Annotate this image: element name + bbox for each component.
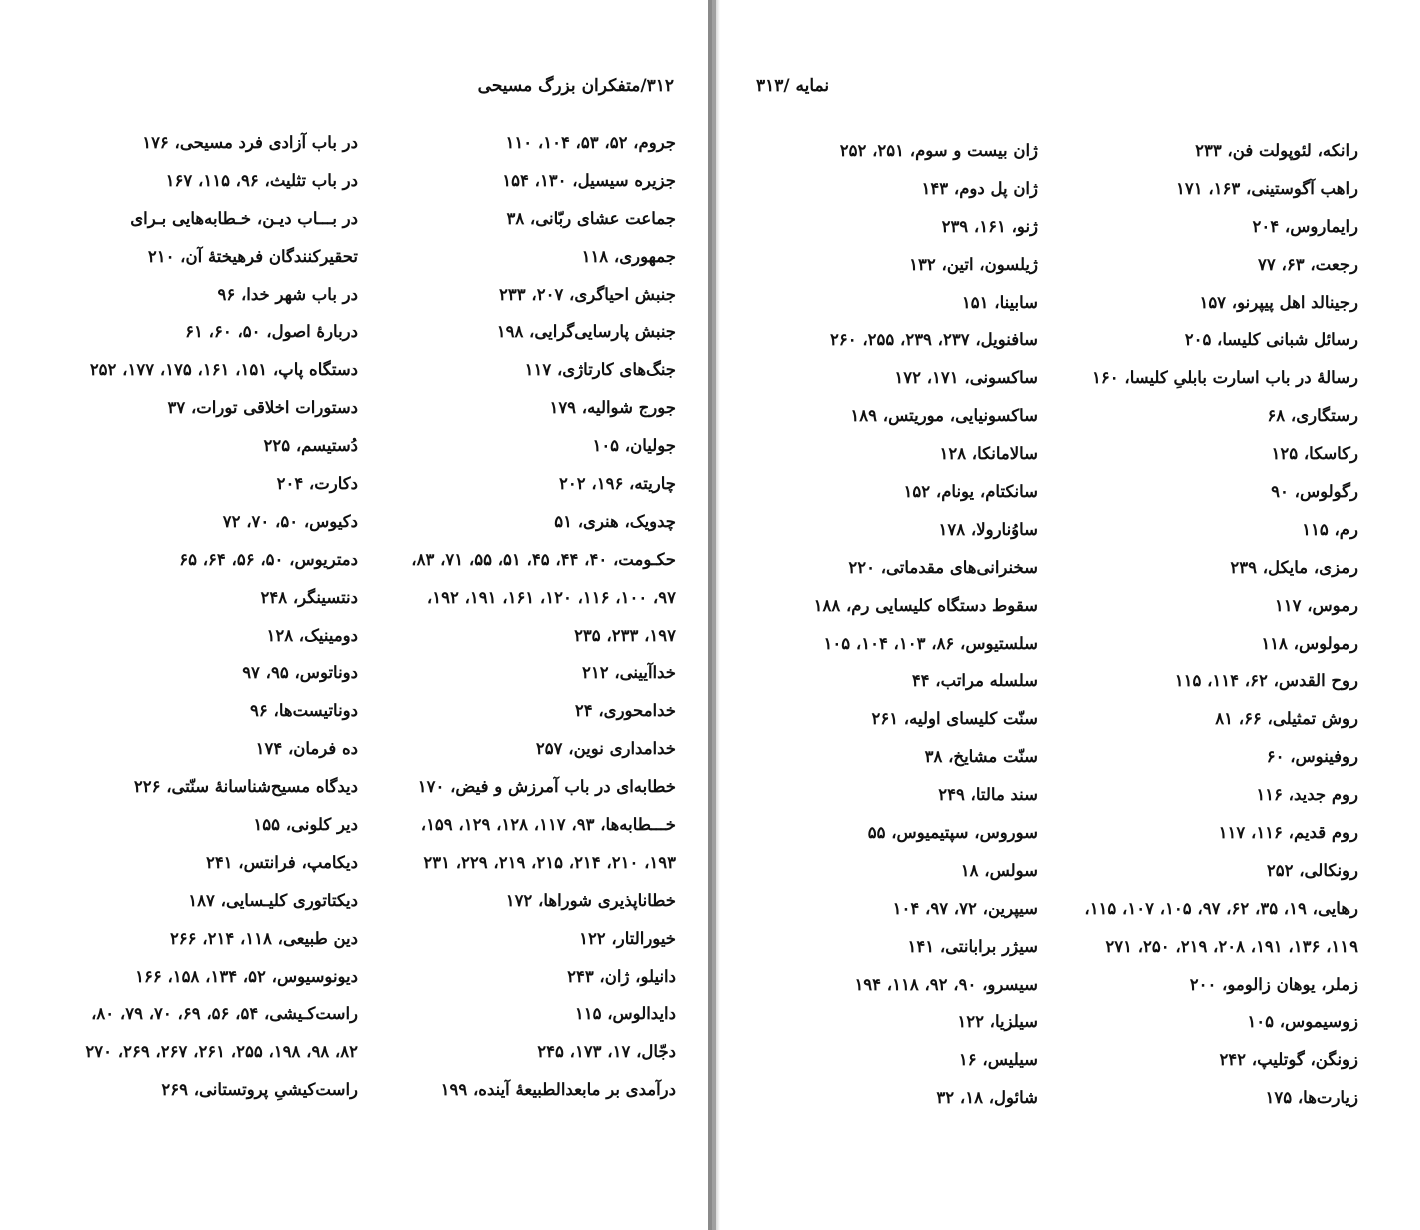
index-entry: زونگن، گوتلیپ، ۲۴۲ xyxy=(1219,1050,1358,1070)
index-entry: دیکامپ، فرانتس، ۲۴۱ xyxy=(205,852,358,872)
index-entry: رمولوس، ۱۱۸ xyxy=(1261,633,1358,653)
index-entry: دربارهٔ اصول، ۵۰، ۶۰، ۶۱ xyxy=(185,322,358,342)
index-entry: در بـــاب دیـن، خـطابه‌هایی بـرای xyxy=(130,208,358,228)
index-entry: خداآیینی، ۲۱۲ xyxy=(582,663,676,683)
index-entry: سیلزیا، ۱۲۲ xyxy=(957,1012,1038,1032)
index-entry: رانکه، لئوپولت فن، ۲۳۳ xyxy=(1195,141,1358,160)
index-entry: حکـومت، ۴۰، ۴۴، ۴۵، ۵۱، ۵۵، ۷۱، ۸۳، xyxy=(411,549,676,569)
index-entry: سالامانکا، ۱۲۸ xyxy=(939,444,1038,464)
index-entry: رهایی، ۱۹، ۳۵، ۶۲، ۹۷، ۱۰۵، ۱۰۷، ۱۱۵، xyxy=(1084,898,1358,918)
index-entry: دُستیسم، ۲۲۵ xyxy=(263,436,358,456)
index-entry: سولس، ۱۸ xyxy=(960,860,1038,880)
index-entry: سیسرو، ۹۰، ۹۲، ۱۱۸، ۱۹۴ xyxy=(854,974,1038,994)
index-entry: ۹۷، ۱۰۰، ۱۱۶، ۱۲۰، ۱۶۱، ۱۹۱، ۱۹۲، xyxy=(426,587,676,607)
index-entry: چاریته، ۱۹۶، ۲۰۲ xyxy=(559,474,676,494)
index-entry: چدویک، هنری، ۵۱ xyxy=(554,511,676,531)
right-page-index-column-left xyxy=(738,132,1038,1117)
index-entry: دکارت، ۲۰۴ xyxy=(276,474,358,494)
index-entry: روم جدید، ۱۱۶ xyxy=(1256,785,1358,805)
index-entry: ژنو، ۱۶۱، ۲۳۹ xyxy=(941,216,1038,236)
index-entry: رمزی، مایکل، ۲۳۹ xyxy=(1230,557,1358,577)
index-entry: دستگاه پاپ، ۱۵۱، ۱۶۱، ۱۷۵، ۱۷۷، ۲۵۲ xyxy=(89,360,358,380)
index-entry: سوروس، سپتیمیوس، ۵۵ xyxy=(867,823,1038,843)
index-entry: سیلیس، ۱۶ xyxy=(958,1050,1038,1070)
index-entry: جروم، ۵۲، ۵۳، ۱۰۴، ۱۱۰ xyxy=(505,133,676,152)
index-entry: ساکسونی، ۱۷۱، ۱۷۲ xyxy=(894,368,1038,388)
index-entry: در باب آزادی فرد مسیحی، ۱۷۶ xyxy=(142,133,358,152)
left-page-index-column-left xyxy=(58,124,358,1109)
index-entry: جمهوری، ۱۱۸ xyxy=(581,246,676,266)
index-entry: رجینالد اهل پیپرنو، ۱۵۷ xyxy=(1199,292,1358,312)
index-entry: سخنرانی‌های مقدماتی، ۲۲۰ xyxy=(848,557,1038,577)
index-entry: خطاناپذیری شوراها، ۱۷۲ xyxy=(505,890,676,910)
index-entry: سنّت کلیسای اولیه، ۲۶۱ xyxy=(871,709,1038,729)
index-entry: زیارت‌ها، ۱۷۵ xyxy=(1265,1088,1358,1108)
index-entry: خدامداری نوین، ۲۵۷ xyxy=(535,739,676,759)
index-entry: دیدگاه مسیح‌شناسانهٔ سنّتی، ۲۲۶ xyxy=(133,777,358,797)
index-entry: ژان پل دوم، ۱۴۳ xyxy=(921,178,1038,198)
index-entry: زملر، یوهان زالومو، ۲۰۰ xyxy=(1189,974,1358,994)
index-entry: دومینیک، ۱۲۸ xyxy=(266,625,358,645)
index-entry: شائول، ۱۸، ۳۲ xyxy=(936,1088,1038,1108)
index-entry: سلسله مراتب، ۴۴ xyxy=(911,671,1038,691)
index-entry: رم، ۱۱۵ xyxy=(1302,519,1358,539)
index-entry: روح القدس، ۶۲، ۱۱۴، ۱۱۵ xyxy=(1174,671,1358,691)
index-entry: خدامحوری، ۲۴ xyxy=(574,701,676,721)
index-entry: ساکسونیایی، موریتس، ۱۸۹ xyxy=(850,406,1038,426)
index-entry: دایدالوس، ۱۱۵ xyxy=(574,1004,676,1024)
index-entry: جزیره سیسیل، ۱۳۰، ۱۵۴ xyxy=(502,170,676,190)
left-page-header: ۳۱۲/متفکران بزرگ مسیحی xyxy=(477,76,674,96)
index-entry: راست‌کـیشی، ۵۴، ۵۶، ۶۹، ۷۰، ۷۹، ۸۰، xyxy=(91,1004,358,1024)
index-entry: رموس، ۱۱۷ xyxy=(1274,595,1358,615)
index-entry: راهب آگوستینی، ۱۶۳، ۱۷۱ xyxy=(1175,178,1358,198)
index-entry: خیورالتار، ۱۲۲ xyxy=(579,928,676,948)
index-entry: ۸۲، ۹۸، ۱۹۸، ۲۵۵، ۲۶۱، ۲۶۷، ۲۶۹، ۲۷۰ xyxy=(85,1042,358,1062)
index-entry: رونکالی، ۲۵۲ xyxy=(1266,860,1358,880)
index-entry: سنّت مشایخ، ۳۸ xyxy=(924,747,1038,767)
index-entry: سابینا، ۱۵۱ xyxy=(961,292,1038,312)
index-entry: ۱۹۳، ۲۱۰، ۲۱۴، ۲۱۵، ۲۱۹، ۲۲۹، ۲۳۱ xyxy=(423,852,676,872)
index-entry: در باب شهر خدا، ۹۶ xyxy=(217,284,358,304)
index-entry: خطابه‌ای در باب آمرزش و فیض، ۱۷۰ xyxy=(417,777,676,797)
index-entry: سیژر برابانتی، ۱۴۱ xyxy=(907,936,1038,956)
index-entry: ژیلسون، اتین، ۱۳۲ xyxy=(909,254,1038,274)
index-entry: دوناتوس، ۹۵، ۹۷ xyxy=(242,663,358,683)
index-entry: ده فرمان، ۱۷۴ xyxy=(255,739,358,759)
index-entry: دیر کلونی، ۱۵۵ xyxy=(253,815,358,835)
index-entry: دمتریوس، ۵۰، ۵۶، ۶۴، ۶۵ xyxy=(179,549,358,569)
index-entry: سافنویل، ۲۳۷، ۲۳۹، ۲۵۵، ۲۶۰ xyxy=(829,330,1038,350)
index-entry: سیپرین، ۷۲، ۹۷، ۱۰۴ xyxy=(892,898,1038,918)
right-page-index-column-right xyxy=(1068,132,1358,1117)
index-entry: سند مالتا، ۲۴۹ xyxy=(938,785,1038,805)
index-entry: زوسیموس، ۱۰۵ xyxy=(1247,1012,1358,1032)
index-entry: در باب تثلیث، ۹۶، ۱۱۵، ۱۶۷ xyxy=(165,170,358,190)
index-entry: رستگاری، ۶۸ xyxy=(1267,406,1358,426)
index-entry: دنتسینگر، ۲۴۸ xyxy=(260,587,358,607)
index-entry: درآمدی بر مابعدالطبیعهٔ آینده، ۱۹۹ xyxy=(440,1080,676,1100)
index-entry: تحقیرکنندگان فرهیختهٔ آن، ۲۱۰ xyxy=(147,246,358,266)
index-entry: دیونوسیوس، ۵۲، ۱۳۴، ۱۵۸، ۱۶۶ xyxy=(135,966,358,986)
index-entry: رسائل شبانی کلیسا، ۲۰۵ xyxy=(1184,330,1358,350)
index-entry: رجعت، ۶۳، ۷۷ xyxy=(1258,254,1358,274)
index-entry: جورج شوالیه، ۱۷۹ xyxy=(549,398,676,418)
index-entry: دستورات اخلاقی تورات، ۳۷ xyxy=(167,398,358,418)
index-entry: جنبش احیاگری، ۲۰۷، ۲۳۳ xyxy=(499,284,676,304)
index-entry: رکاسکا، ۱۲۵ xyxy=(1271,444,1358,464)
index-entry: دکیوس، ۵۰، ۷۰، ۷۲ xyxy=(222,511,358,531)
index-entry: سقوط دستگاه کلیسایی رم، ۱۸۸ xyxy=(813,595,1038,615)
index-entry: راست‌کیشیِ پروتستانی، ۲۶۹ xyxy=(161,1080,358,1100)
index-entry: روم قدیم، ۱۱۶، ۱۱۷ xyxy=(1218,823,1358,843)
index-entry: جولیان، ۱۰۵ xyxy=(592,436,676,456)
index-entry: رسالهٔ در باب اسارت بابلیِ کلیسا، ۱۶۰ xyxy=(1092,368,1358,388)
index-entry: سلستیوس، ۸۶، ۱۰۳، ۱۰۴، ۱۰۵ xyxy=(823,633,1038,653)
left-page-index-column-right xyxy=(376,124,676,1109)
index-entry: ۱۱۹، ۱۳۶، ۱۹۱، ۲۰۸، ۲۱۹، ۲۵۰، ۲۷۱ xyxy=(1105,936,1358,956)
index-entry: ساوُنارولا، ۱۷۸ xyxy=(938,519,1038,539)
index-entry: جماعت عشای ربّانی، ۳۸ xyxy=(506,208,676,228)
index-entry: روش تمثیلی، ۶۶، ۸۱ xyxy=(1215,709,1358,729)
index-entry: روفینوس، ۶۰ xyxy=(1266,747,1358,767)
right-page-header: نمایه /۳۱۳ xyxy=(756,76,830,96)
index-entry: دین طبیعی، ۱۱۸، ۲۱۴، ۲۶۶ xyxy=(169,928,358,948)
book-gutter xyxy=(708,0,720,1230)
index-entry: دانیلو، ژان، ۲۴۳ xyxy=(567,966,676,986)
right-page xyxy=(720,0,1420,1230)
index-entry: رایماروس، ۲۰۴ xyxy=(1252,216,1358,236)
index-entry: سانکتام، یونام، ۱۵۲ xyxy=(903,482,1038,502)
index-entry: خـــطابه‌ها، ۹۳، ۱۱۷، ۱۲۸، ۱۲۹، ۱۵۹، xyxy=(420,815,676,835)
index-entry: ۱۹۷، ۲۳۳، ۲۳۵ xyxy=(574,625,676,645)
index-entry: دیکتاتوری کلیـسایی، ۱۸۷ xyxy=(188,890,358,910)
index-entry: جنگ‌های کارتاژی، ۱۱۷ xyxy=(524,360,676,380)
index-entry: رگولوس، ۹۰ xyxy=(1271,482,1358,502)
index-entry: دوناتیست‌ها، ۹۶ xyxy=(250,701,358,721)
index-entry: جنبش پارسایی‌گرایی، ۱۹۸ xyxy=(496,322,676,342)
index-entry: ژان بیست و سوم، ۲۵۱، ۲۵۲ xyxy=(839,141,1038,160)
index-entry: دجّال، ۱۷، ۱۷۳، ۲۴۵ xyxy=(537,1042,676,1062)
